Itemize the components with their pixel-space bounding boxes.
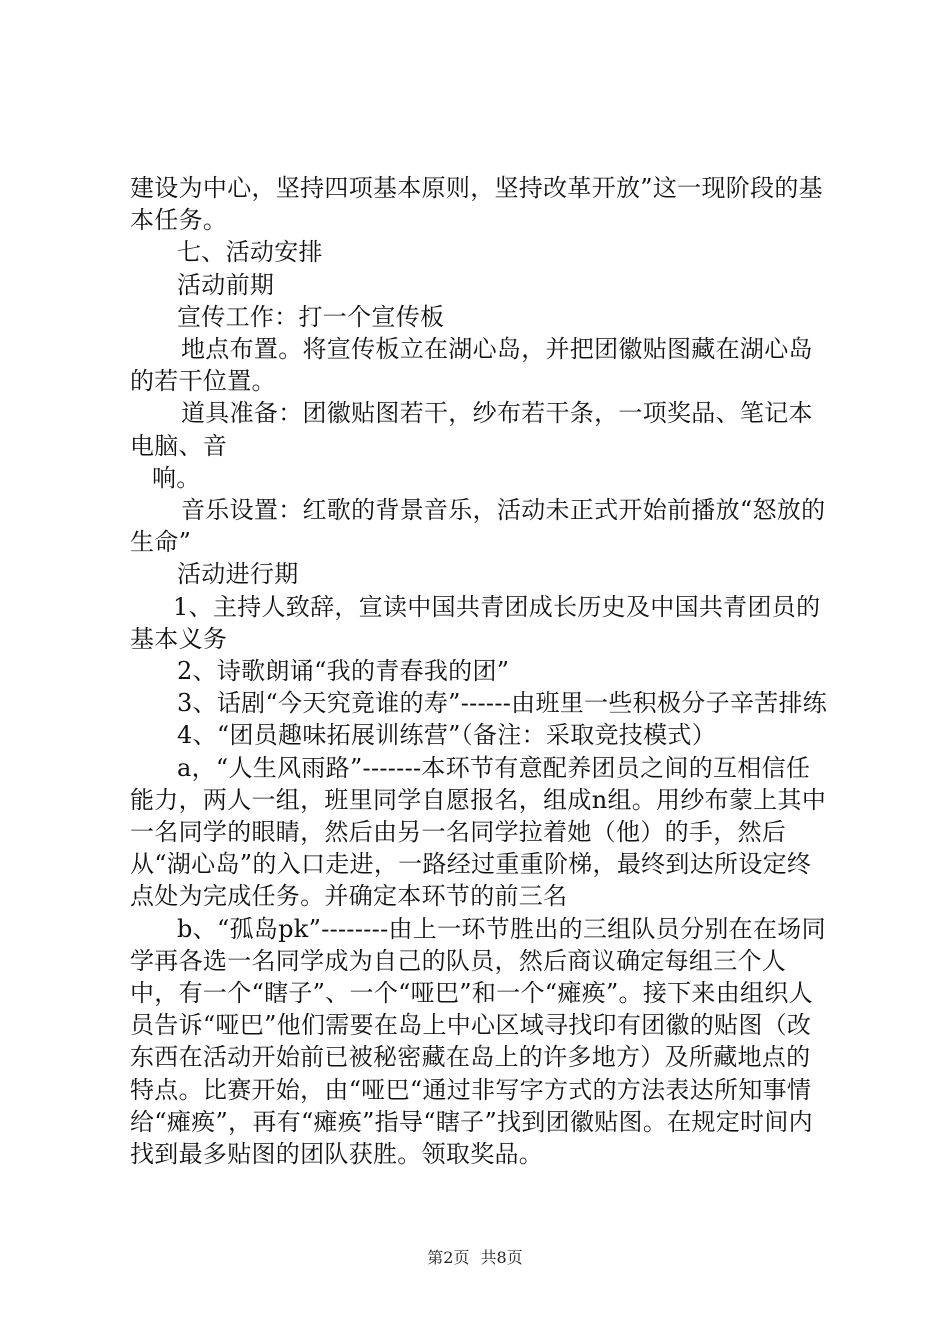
- list-item: 4、“团员趣味拓展训练营”（备注：采取竞技模式）: [177, 721, 717, 750]
- page-number: 第2页: [427, 1248, 470, 1267]
- page-footer: [0, 1245, 950, 1268]
- paragraph: b、“孤岛pk”--------由上一环节胜出的三组队员分别在在场同学再各选一名同学成为自己的队员，然后商议确定每组三个人中，有一个“瞎子”、一个“哑巴”和一个“瘫痪”。接下来由组织人员告诉“哑巴”他们需要在岛上中心区域寻找印有团徽的贴图（改东西在活动开始前已被秘密藏在岛上的许多地方）及所藏地点的特点。比赛开始，由“哑巴“通过非写字方式的方法表达所知事情给“瘫痪”，再有“瘫痪”指导“瞎子”找到团徽贴图。在规定时间内找到最多贴图的团队获胜。领取奖品。: [130, 914, 826, 1169]
- paragraph: 地点布置。将宣传板立在湖心岛，并把团徽贴图藏在湖心岛的若干位置。: [130, 335, 813, 396]
- paragraph: 响。: [152, 463, 201, 492]
- paragraph: 宣传工作：打一个宣传板: [177, 302, 445, 331]
- list-item: 3、话剧“今天究竟谁的寿”------由班里一些积极分子辛苦排练: [177, 689, 828, 718]
- list-item: 2、诗歌朗诵“我的青春我的团”: [177, 657, 510, 686]
- paragraph: 建设为中心，坚持四项基本原则，坚持改革开放”这一现阶段的基本任务。: [130, 174, 823, 235]
- paragraph: 音乐设置：红歌的背景音乐，活动未正式开始前播放“怒放的生命”: [130, 496, 826, 557]
- subsection-heading: 活动前期: [177, 270, 275, 299]
- document-body: [130, 172, 830, 1170]
- paragraph: a，“人生风雨路”-------本环节有意配养团员之间的互相信任能力，两人一组，班里同学自愿报名，组成n组。用纱布蒙上其中一名同学的眼睛，然后由另一名同学拉着她（他）的手，然后从“湖心岛”的入口走进，一路经过重重阶梯，最终到达所设定终点处为完成任务。并确定本环节的前三名: [130, 753, 827, 911]
- section-heading: 七、活动安排: [177, 238, 323, 267]
- list-item: 1、主持人致辞，宣读中国共青团成长历史及中国共青团员的基本义务: [130, 592, 821, 653]
- page-total: 共8页: [480, 1248, 523, 1267]
- subsection-heading: 活动进行期: [177, 560, 299, 589]
- paragraph: 道具准备：团徽贴图若干，纱布若干条，一项奖品、笔记本电脑、音: [130, 399, 813, 460]
